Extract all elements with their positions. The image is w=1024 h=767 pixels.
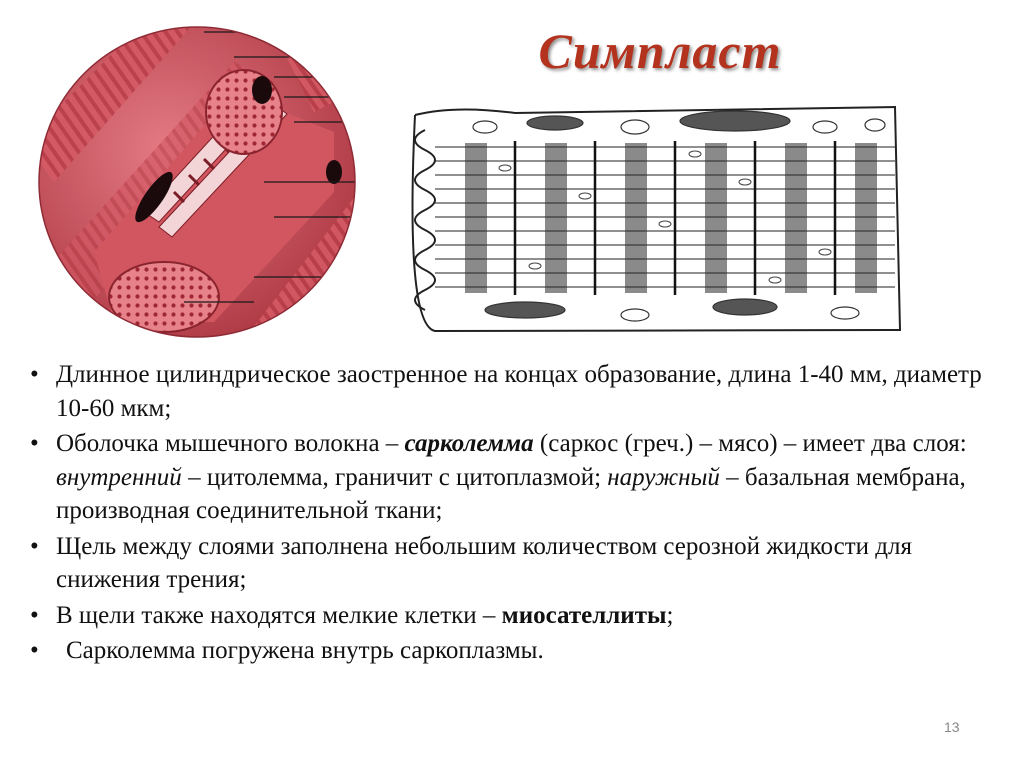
bullet-text: Длинное цилиндрическое заостренное на концах образование, длина 1-40 мм, диаметр 10-60 мкм; — [56, 361, 982, 422]
bullet-text: (саркос (греч.) – мясо) – имеет два слоя: — [533, 430, 967, 457]
bullet-item — [30, 599, 990, 633]
bullet-item — [30, 530, 990, 597]
bullet-text: Оболочка мышечного волокна – — [56, 430, 405, 457]
bullet-text: – базальная мембрана, производная соединительной ткани; — [56, 463, 966, 524]
myofibril-diagram — [395, 95, 915, 340]
bullet-text: Щель между слоями заполнена небольшим количеством серозной жидкости для снижения трения; — [56, 532, 912, 593]
bullet-item — [30, 634, 990, 668]
term-inner: внутренний — [56, 463, 182, 491]
bullet-item — [30, 427, 990, 528]
term-myosatellites: миосателлиты — [501, 601, 667, 629]
bullet-marker: • — [30, 637, 39, 664]
bullet-text: ; — [666, 601, 674, 629]
page-number: 13 — [944, 719, 960, 735]
bullet-list — [30, 358, 990, 670]
bullet-text: В щели также находятся мелкие клетки – — [56, 601, 502, 629]
bullet-text: – цитолемма, граничит с цитоплазмой; — [181, 463, 608, 491]
bullet-marker: • — [30, 430, 39, 457]
muscle-fiber-illustration — [34, 22, 364, 342]
bullet-text: Сарколемма погружена внутрь саркоплазмы. — [66, 637, 544, 664]
bullet-marker: • — [30, 601, 39, 629]
bullet-marker: • — [30, 361, 39, 388]
bullet-marker: • — [30, 532, 39, 560]
term-sarcolemma: сарколемма — [404, 430, 534, 457]
bullet-item — [30, 358, 990, 425]
term-outer: наружный — [607, 463, 720, 491]
slide-title: Симпласт — [538, 23, 782, 79]
